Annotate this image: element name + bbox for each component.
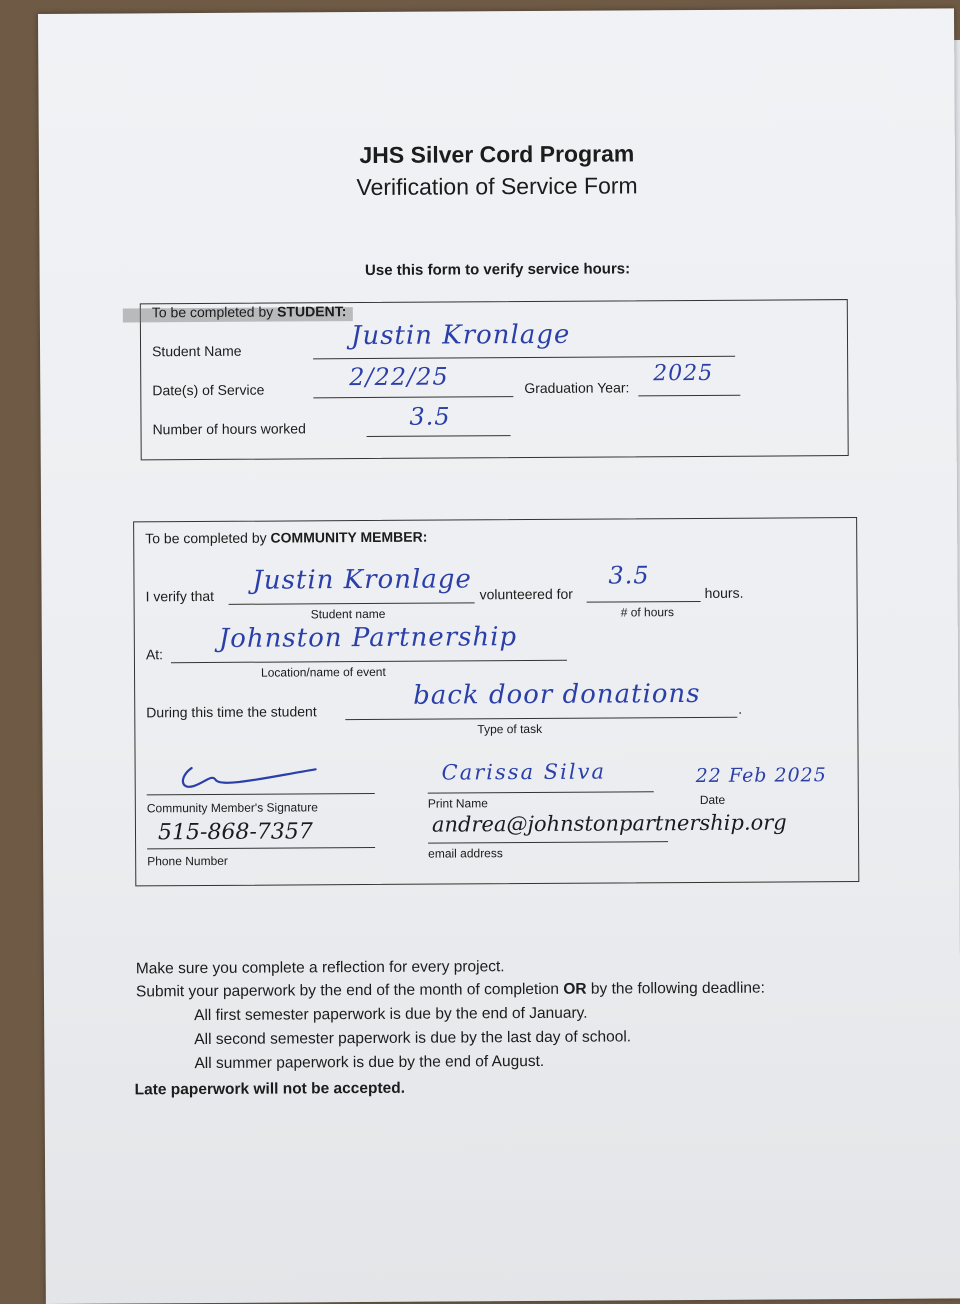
email-value[interactable]: andrea@johnstonpartnership.org xyxy=(431,810,787,837)
student-name-line xyxy=(313,356,735,360)
signature-caption: Community Member's Signature xyxy=(146,800,318,816)
date-caption: Date xyxy=(699,792,726,807)
community-section-heading: To be completed by COMMUNITY MEMBER: xyxy=(145,528,428,547)
footer-summer: All summer paperwork is due by the end of August. xyxy=(194,1052,545,1073)
location-line xyxy=(171,660,567,663)
date-value[interactable]: 22 Feb 2025 xyxy=(695,764,827,787)
task-value[interactable]: back door donations xyxy=(413,678,701,711)
footer-second-semester: All second semester paperwork is due by the last day of school. xyxy=(194,1028,632,1049)
community-section xyxy=(133,517,859,886)
form-page xyxy=(38,8,960,1304)
hours-caption: # of hours xyxy=(620,605,675,620)
location-caption: Location/name of event xyxy=(260,664,386,680)
footer-reflection: Make sure you complete a reflection for every project. xyxy=(135,958,505,978)
verify-name-value[interactable]: Justin Kronlage xyxy=(252,564,472,596)
hours-line xyxy=(367,435,511,437)
phone-value[interactable]: 515-868-7357 xyxy=(157,819,313,846)
grad-year-label: Graduation Year: xyxy=(524,379,630,397)
grad-year-value[interactable]: 2025 xyxy=(653,360,714,387)
student-section xyxy=(140,299,849,460)
student-name-label: Student Name xyxy=(152,342,242,360)
dates-value[interactable]: 2/22/25 xyxy=(349,362,449,392)
student-section-heading: To be completed by STUDENT: xyxy=(151,303,347,321)
volunteered-hours-value[interactable]: 3.5 xyxy=(608,561,650,590)
print-name-value[interactable]: Carissa Silva xyxy=(441,759,607,785)
form-title: JHS Silver Cord Program xyxy=(359,140,635,169)
location-value[interactable]: Johnston Partnership xyxy=(218,622,518,654)
volunteered-label: volunteered for xyxy=(479,585,574,603)
email-line xyxy=(428,841,668,843)
signature-mark xyxy=(176,759,326,794)
volunteered-hours-line xyxy=(587,601,701,603)
verify-name-caption: Student name xyxy=(310,606,386,622)
phone-line xyxy=(147,847,375,849)
dates-line xyxy=(313,396,513,398)
form-intro: Use this form to verify service hours: xyxy=(364,260,631,280)
hours-value[interactable]: 3.5 xyxy=(409,402,451,431)
verify-label: I verify that xyxy=(145,587,215,605)
print-name-line xyxy=(428,791,654,793)
email-caption: email address xyxy=(428,846,503,861)
dates-label: Date(s) of Service xyxy=(152,381,265,399)
task-caption: Type of task xyxy=(477,721,543,737)
phone-caption: Phone Number xyxy=(147,853,228,869)
task-period: . xyxy=(738,700,743,717)
verify-name-line xyxy=(229,602,475,605)
footer-submit: Submit your paperwork by the end of the month of completion OR by the following deadline: xyxy=(135,979,766,1001)
form-subtitle: Verification of Service Form xyxy=(356,172,638,201)
student-name-value[interactable]: Justin Kronlage xyxy=(350,319,571,352)
during-label: During this time the student xyxy=(146,703,317,721)
hours-suffix: hours. xyxy=(704,584,744,601)
grad-year-line xyxy=(638,395,740,397)
footer-first-semester: All first semester paperwork is due by the end of January. xyxy=(194,1004,588,1025)
task-line xyxy=(345,717,737,720)
hours-label: Number of hours worked xyxy=(152,420,306,438)
at-label: At: xyxy=(145,646,164,663)
footer-late-warning: Late paperwork will not be accepted. xyxy=(134,1079,406,1099)
print-name-caption: Print Name xyxy=(427,796,488,811)
